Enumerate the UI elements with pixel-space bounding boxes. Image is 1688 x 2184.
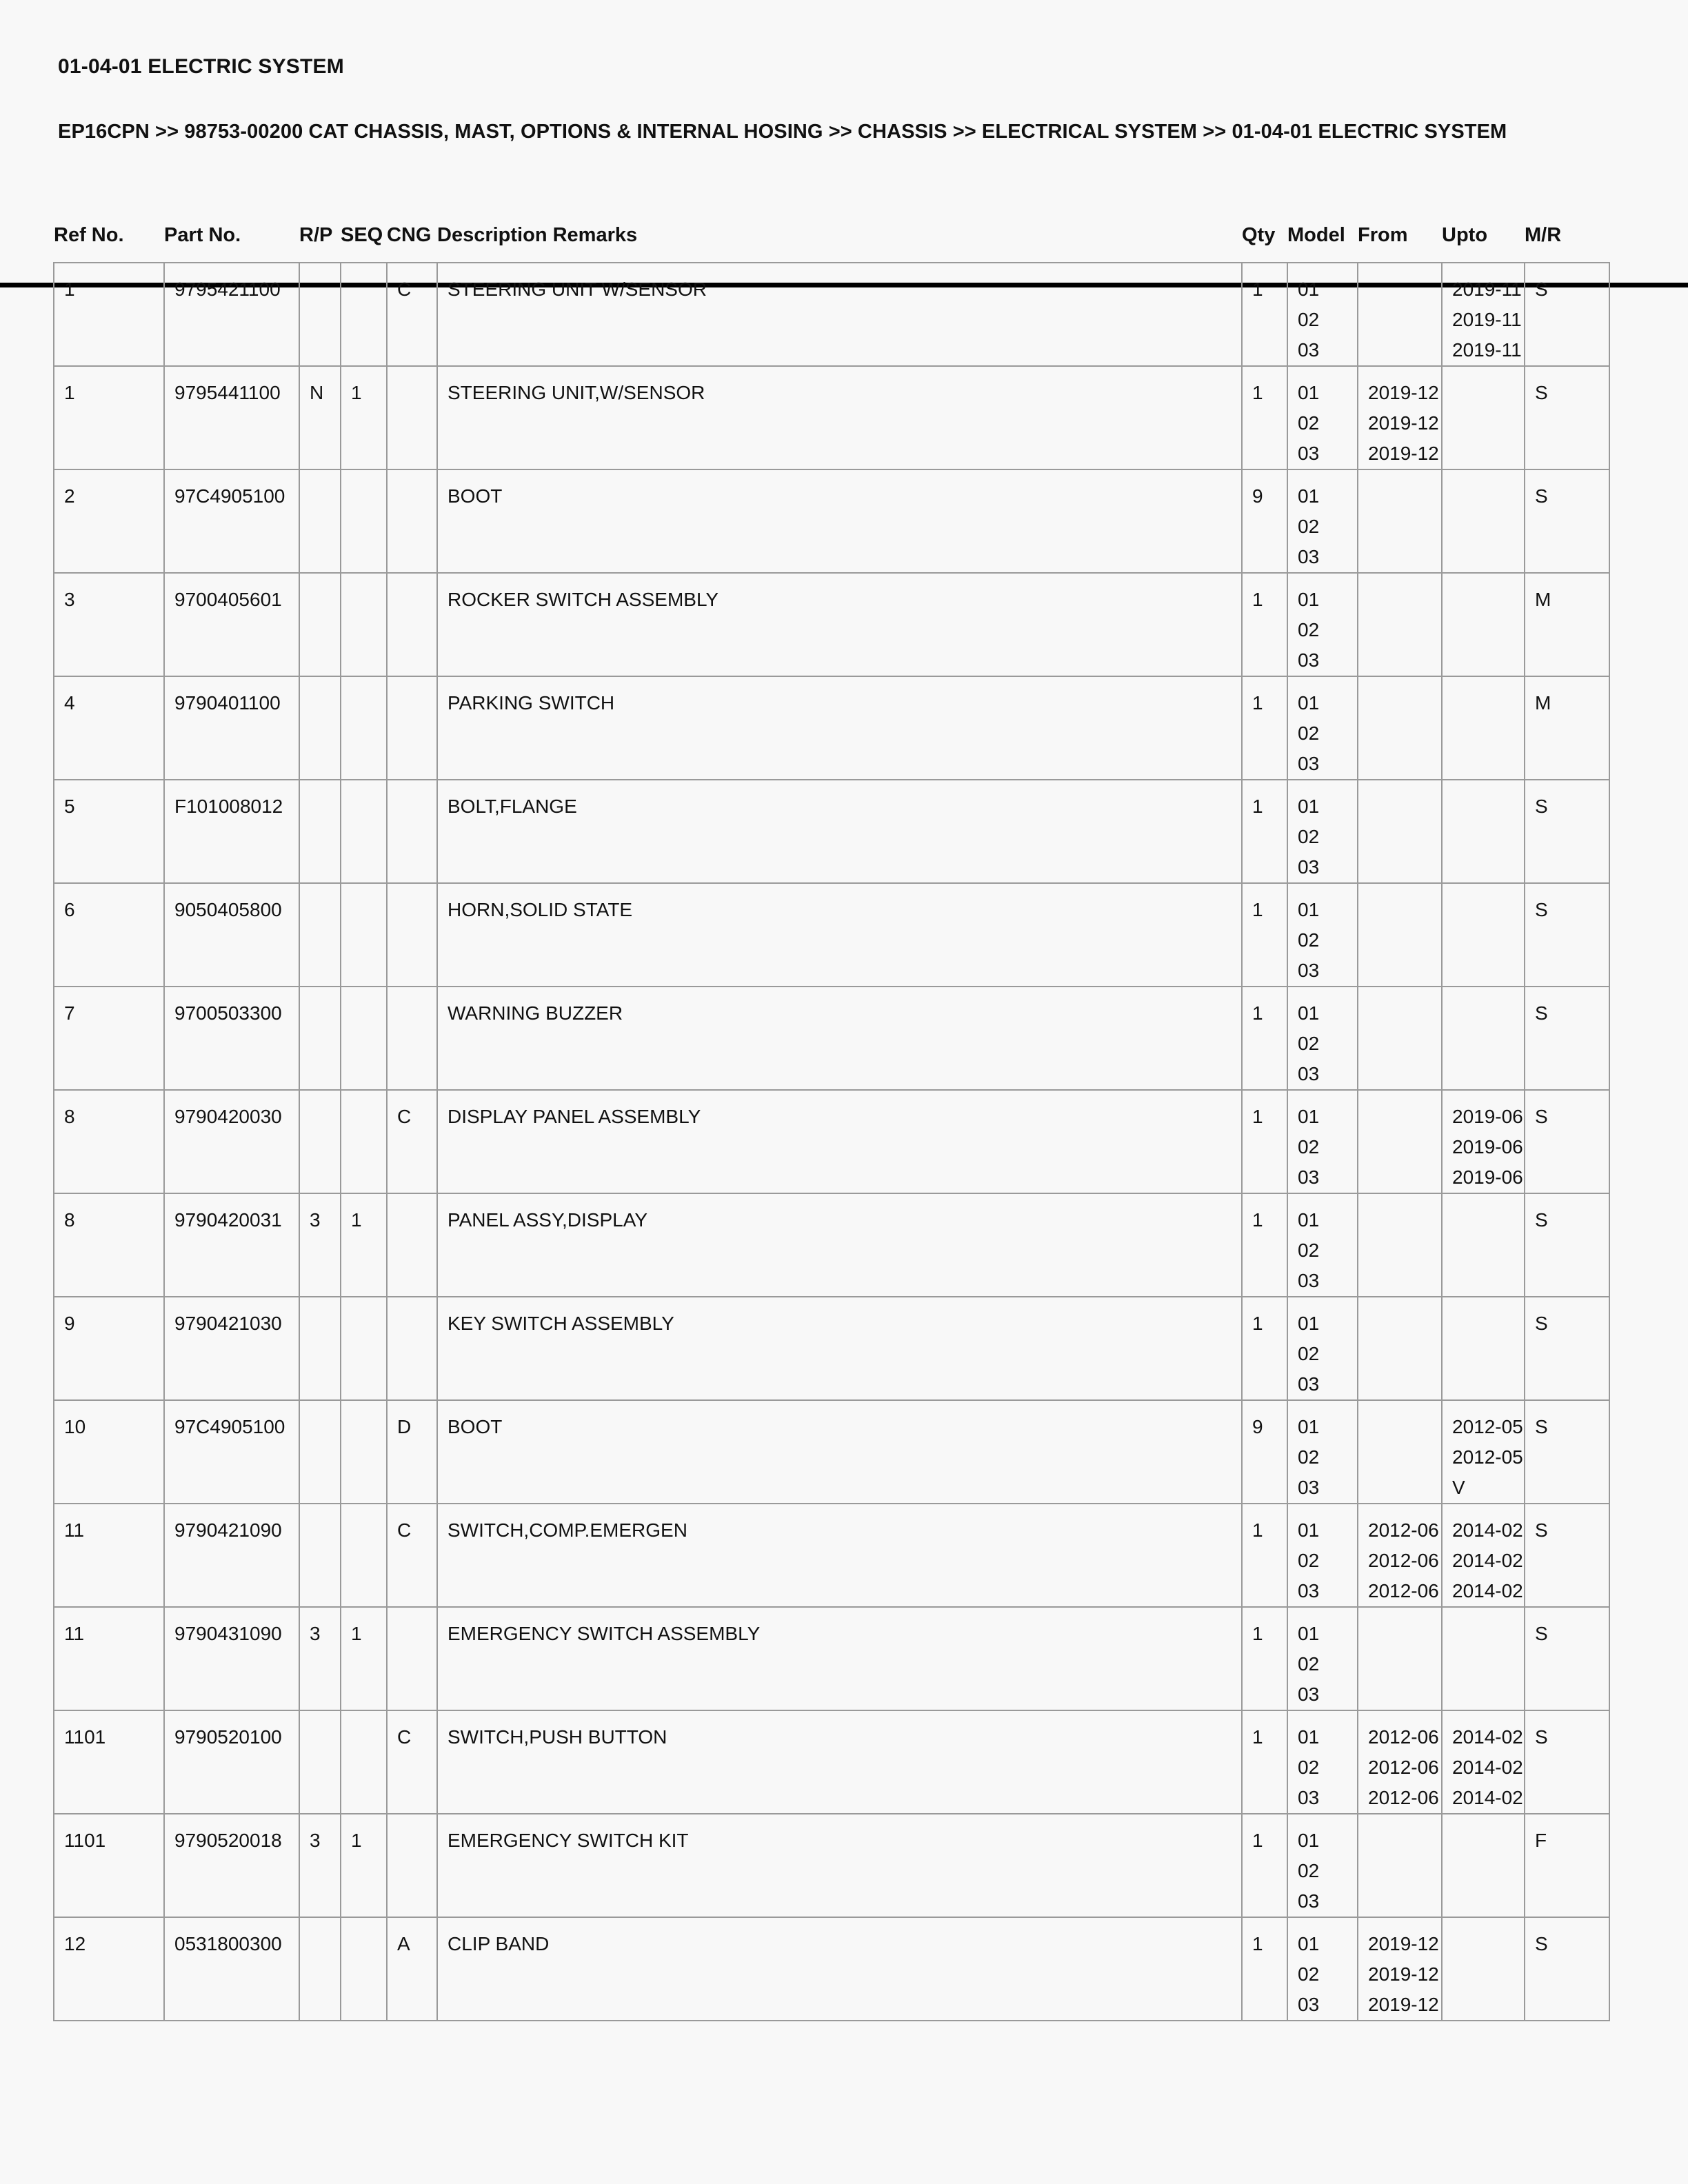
cell-upto: [1442, 1917, 1525, 2021]
cell-cng: A: [387, 1917, 437, 2021]
cell-rp: [299, 263, 341, 366]
cell-part-no: 9790420031: [164, 1193, 299, 1297]
cell-cng: D: [387, 1400, 437, 1504]
cell-rp: 3: [299, 1607, 341, 1710]
cell-rp: N: [299, 366, 341, 469]
table-row: [54, 366, 1609, 469]
cell-ref-no: 11: [54, 1504, 164, 1607]
cell-mr: S: [1525, 469, 1609, 573]
cell-part-no: 97C4905100: [164, 1400, 299, 1504]
parts-table-body: [54, 263, 1609, 2021]
cell-ref-no: 4: [54, 676, 164, 780]
cell-cng: C: [387, 263, 437, 366]
cell-from: [1358, 1814, 1442, 1917]
cell-mr: S: [1525, 987, 1609, 1090]
cell-from: [1358, 883, 1442, 987]
cell-part-no: 9790401100: [164, 676, 299, 780]
cell-from: [1358, 1607, 1442, 1710]
table-row: [54, 1400, 1609, 1504]
cell-qty: 9: [1242, 469, 1287, 573]
cell-description: HORN,SOLID STATE: [437, 883, 1242, 987]
cell-qty: 1: [1242, 987, 1287, 1090]
cell-mr: S: [1525, 780, 1609, 883]
cell-mr: S: [1525, 263, 1609, 366]
cell-part-no: 9795421100: [164, 263, 299, 366]
cell-upto: 2014-02 2014-02 2014-02: [1442, 1710, 1525, 1814]
cell-ref-no: 1: [54, 263, 164, 366]
column-header-cng: CNG: [387, 224, 432, 246]
cell-rp: [299, 1090, 341, 1193]
cell-qty: 1: [1242, 1090, 1287, 1193]
cell-rp: [299, 987, 341, 1090]
cell-seq: [341, 469, 387, 573]
cell-ref-no: 1101: [54, 1710, 164, 1814]
table-row: [54, 469, 1609, 573]
cell-from: [1358, 987, 1442, 1090]
cell-mr: S: [1525, 1607, 1609, 1710]
cell-from: [1358, 1193, 1442, 1297]
column-header-seq: SEQ: [341, 224, 383, 246]
cell-part-no: 9050405800: [164, 883, 299, 987]
cell-mr: S: [1525, 1917, 1609, 2021]
cell-rp: [299, 883, 341, 987]
cell-rp: [299, 1400, 341, 1504]
cell-upto: [1442, 366, 1525, 469]
cell-seq: [341, 987, 387, 1090]
cell-cng: [387, 1193, 437, 1297]
table-row: [54, 1504, 1609, 1607]
cell-part-no: 9790431090: [164, 1607, 299, 1710]
cell-upto: [1442, 1814, 1525, 1917]
table-row: [54, 780, 1609, 883]
cell-from: [1358, 263, 1442, 366]
cell-mr: F: [1525, 1814, 1609, 1917]
cell-model: 01 02 03: [1287, 1710, 1358, 1814]
cell-description: BOLT,FLANGE: [437, 780, 1242, 883]
column-header-ref-no: Ref No.: [54, 224, 124, 246]
cell-description: SWITCH,PUSH BUTTON: [437, 1710, 1242, 1814]
cell-part-no: 9790421030: [164, 1297, 299, 1400]
cell-part-no: 9700503300: [164, 987, 299, 1090]
cell-seq: [341, 1917, 387, 2021]
cell-model: 01 02 03: [1287, 676, 1358, 780]
cell-rp: [299, 780, 341, 883]
cell-part-no: 0531800300: [164, 1917, 299, 2021]
cell-description: SWITCH,COMP.EMERGEN: [437, 1504, 1242, 1607]
cell-upto: 2014-02 2014-02 2014-02: [1442, 1504, 1525, 1607]
column-header-rp: R/P: [299, 224, 333, 246]
cell-upto: [1442, 1607, 1525, 1710]
cell-ref-no: 8: [54, 1090, 164, 1193]
cell-model: 01 02 03: [1287, 1400, 1358, 1504]
cell-upto: [1442, 1297, 1525, 1400]
cell-upto: [1442, 676, 1525, 780]
table-row: [54, 263, 1609, 366]
cell-part-no: 9790520018: [164, 1814, 299, 1917]
table-row: [54, 1297, 1609, 1400]
cell-model: 01 02 03: [1287, 780, 1358, 883]
cell-seq: 1: [341, 1814, 387, 1917]
cell-mr: S: [1525, 1710, 1609, 1814]
cell-ref-no: 1101: [54, 1814, 164, 1917]
cell-from: [1358, 1400, 1442, 1504]
column-header-model: Model: [1287, 224, 1345, 246]
cell-upto: 2012-05 2012-05 V: [1442, 1400, 1525, 1504]
cell-part-no: 9790420030: [164, 1090, 299, 1193]
cell-rp: [299, 1917, 341, 2021]
cell-part-no: 9700405601: [164, 573, 299, 676]
cell-upto: [1442, 469, 1525, 573]
cell-cng: [387, 780, 437, 883]
cell-seq: 1: [341, 1193, 387, 1297]
cell-from: 2012-06 2012-06 2012-06: [1358, 1710, 1442, 1814]
cell-from: [1358, 1090, 1442, 1193]
cell-rp: [299, 1297, 341, 1400]
cell-cng: C: [387, 1504, 437, 1607]
cell-model: 01 02 03: [1287, 1193, 1358, 1297]
column-header-upto: Upto: [1442, 224, 1488, 246]
table-row: [54, 987, 1609, 1090]
cell-ref-no: 8: [54, 1193, 164, 1297]
cell-from: [1358, 469, 1442, 573]
cell-model: 01 02 03: [1287, 1607, 1358, 1710]
cell-seq: [341, 676, 387, 780]
cell-ref-no: 6: [54, 883, 164, 987]
table-row: [54, 1607, 1609, 1710]
cell-ref-no: 12: [54, 1917, 164, 2021]
cell-qty: 1: [1242, 1297, 1287, 1400]
cell-upto: [1442, 883, 1525, 987]
cell-description: CLIP BAND: [437, 1917, 1242, 2021]
cell-description: BOOT: [437, 1400, 1242, 1504]
cell-qty: 1: [1242, 1193, 1287, 1297]
cell-qty: 1: [1242, 573, 1287, 676]
cell-model: 01 02 03: [1287, 1814, 1358, 1917]
cell-qty: 9: [1242, 1400, 1287, 1504]
cell-qty: 1: [1242, 780, 1287, 883]
cell-rp: 3: [299, 1193, 341, 1297]
cell-ref-no: 7: [54, 987, 164, 1090]
cell-seq: [341, 1400, 387, 1504]
cell-model: 01 02 03: [1287, 1090, 1358, 1193]
cell-rp: [299, 1504, 341, 1607]
column-header-mr: M/R: [1525, 224, 1562, 246]
cell-cng: [387, 573, 437, 676]
cell-from: 2012-06 2012-06 2012-06: [1358, 1504, 1442, 1607]
cell-rp: 3: [299, 1814, 341, 1917]
cell-part-no: F101008012: [164, 780, 299, 883]
cell-ref-no: 10: [54, 1400, 164, 1504]
cell-seq: [341, 1297, 387, 1400]
cell-model: 01 02 03: [1287, 573, 1358, 676]
cell-qty: 1: [1242, 1917, 1287, 2021]
cell-seq: [341, 573, 387, 676]
cell-mr: S: [1525, 1193, 1609, 1297]
cell-qty: 1: [1242, 1504, 1287, 1607]
cell-description: ROCKER SWITCH ASSEMBLY: [437, 573, 1242, 676]
cell-description: EMERGENCY SWITCH ASSEMBLY: [437, 1607, 1242, 1710]
cell-from: 2019-12 2019-12 2019-12: [1358, 1917, 1442, 2021]
cell-mr: S: [1525, 1504, 1609, 1607]
cell-description: BOOT: [437, 469, 1242, 573]
table-row: [54, 1710, 1609, 1814]
cell-rp: [299, 469, 341, 573]
cell-from: [1358, 780, 1442, 883]
cell-model: 01 02 03: [1287, 1917, 1358, 2021]
cell-qty: 1: [1242, 1607, 1287, 1710]
cell-mr: S: [1525, 366, 1609, 469]
cell-mr: S: [1525, 1297, 1609, 1400]
cell-model: 01 02 03: [1287, 469, 1358, 573]
cell-qty: 1: [1242, 1814, 1287, 1917]
cell-qty: 1: [1242, 1710, 1287, 1814]
cell-ref-no: 9: [54, 1297, 164, 1400]
cell-model: 01 02 03: [1287, 1297, 1358, 1400]
parts-table: [53, 224, 1610, 2021]
table-row: [54, 573, 1609, 676]
cell-from: [1358, 573, 1442, 676]
cell-from: 2019-12 2019-12 2019-12: [1358, 366, 1442, 469]
cell-seq: [341, 263, 387, 366]
cell-seq: [341, 1504, 387, 1607]
cell-rp: [299, 573, 341, 676]
cell-model: 01 02 03: [1287, 883, 1358, 987]
cell-seq: [341, 780, 387, 883]
cell-mr: S: [1525, 883, 1609, 987]
cell-seq: 1: [341, 1607, 387, 1710]
cell-mr: S: [1525, 1090, 1609, 1193]
cell-description: KEY SWITCH ASSEMBLY: [437, 1297, 1242, 1400]
column-header-from: From: [1358, 224, 1408, 246]
cell-upto: [1442, 573, 1525, 676]
table-row: [54, 883, 1609, 987]
cell-description: STEERING UNIT,W/SENSOR: [437, 366, 1242, 469]
cell-model: 01 02 03: [1287, 366, 1358, 469]
cell-ref-no: 5: [54, 780, 164, 883]
cell-seq: [341, 883, 387, 987]
cell-upto: [1442, 1193, 1525, 1297]
cell-cng: C: [387, 1710, 437, 1814]
table-row: [54, 1090, 1609, 1193]
cell-description: WARNING BUZZER: [437, 987, 1242, 1090]
page-title: 01-04-01 ELECTRIC SYSTEM: [58, 55, 344, 78]
cell-cng: C: [387, 1090, 437, 1193]
cell-ref-no: 2: [54, 469, 164, 573]
cell-description: EMERGENCY SWITCH KIT: [437, 1814, 1242, 1917]
cell-model: 01 02 03: [1287, 987, 1358, 1090]
cell-upto: [1442, 780, 1525, 883]
breadcrumb: EP16CPN >> 98753-00200 CAT CHASSIS, MAST, OPTIONS & INTERNAL HOSING >> CHASSIS >> ELECTRICAL SYSTEM >> 01-04-01 ELECTRIC SYSTEM: [58, 121, 1507, 143]
column-header-qty: Qty: [1242, 224, 1276, 246]
cell-rp: [299, 1710, 341, 1814]
cell-cng: [387, 987, 437, 1090]
cell-from: [1358, 1297, 1442, 1400]
column-header-description: Description Remarks: [437, 224, 638, 246]
cell-mr: M: [1525, 573, 1609, 676]
column-header-part-no: Part No.: [164, 224, 241, 246]
table-header-row: [54, 224, 1609, 263]
cell-part-no: 9795441100: [164, 366, 299, 469]
table-row: [54, 1193, 1609, 1297]
cell-cng: [387, 676, 437, 780]
cell-seq: [341, 1090, 387, 1193]
cell-ref-no: 3: [54, 573, 164, 676]
cell-upto: [1442, 987, 1525, 1090]
cell-from: [1358, 676, 1442, 780]
cell-ref-no: 1: [54, 366, 164, 469]
cell-seq: 1: [341, 366, 387, 469]
cell-cng: [387, 1607, 437, 1710]
cell-mr: S: [1525, 1400, 1609, 1504]
cell-mr: M: [1525, 676, 1609, 780]
table-row: [54, 676, 1609, 780]
cell-description: DISPLAY PANEL ASSEMBLY: [437, 1090, 1242, 1193]
cell-qty: 1: [1242, 676, 1287, 780]
cell-cng: [387, 366, 437, 469]
cell-upto: 2019-11 2019-11 2019-11: [1442, 263, 1525, 366]
cell-cng: [387, 1297, 437, 1400]
cell-model: 01 02 03: [1287, 263, 1358, 366]
cell-cng: [387, 469, 437, 573]
cell-ref-no: 11: [54, 1607, 164, 1710]
cell-part-no: 9790421090: [164, 1504, 299, 1607]
cell-qty: 1: [1242, 366, 1287, 469]
cell-description: STEERING UNIT W/SENSOR: [437, 263, 1242, 366]
cell-part-no: 9790520100: [164, 1710, 299, 1814]
table-row: [54, 1814, 1609, 1917]
cell-upto: 2019-06 2019-06 2019-06: [1442, 1090, 1525, 1193]
cell-qty: 1: [1242, 263, 1287, 366]
cell-qty: 1: [1242, 883, 1287, 987]
cell-seq: [341, 1710, 387, 1814]
cell-cng: [387, 1814, 437, 1917]
cell-description: PANEL ASSY,DISPLAY: [437, 1193, 1242, 1297]
cell-cng: [387, 883, 437, 987]
cell-description: PARKING SWITCH: [437, 676, 1242, 780]
cell-part-no: 97C4905100: [164, 469, 299, 573]
cell-model: 01 02 03: [1287, 1504, 1358, 1607]
cell-rp: [299, 676, 341, 780]
table-row: [54, 1917, 1609, 2021]
